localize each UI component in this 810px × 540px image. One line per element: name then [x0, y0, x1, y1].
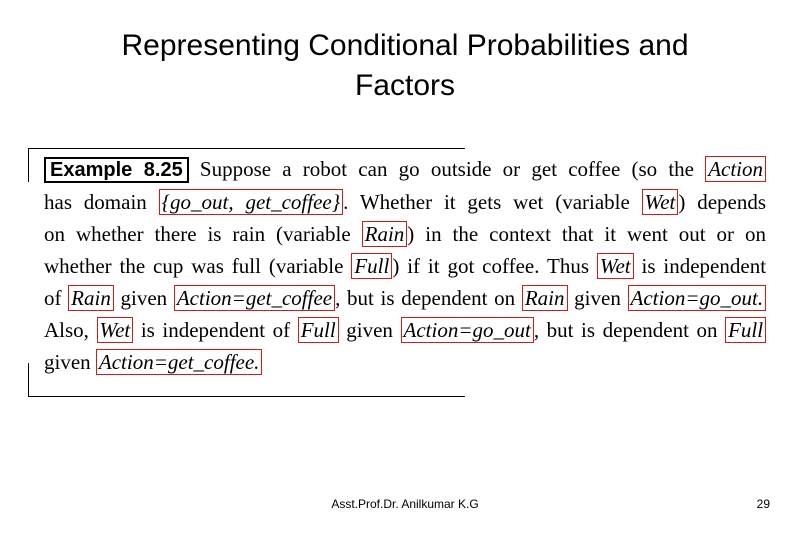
- assignment-action-go-out: Action=go_out: [401, 317, 534, 343]
- example-line-3: on whether there is rain (variable Rain ) in the context that it went out or on: [44, 222, 766, 246]
- var-wet: Wet: [642, 189, 679, 215]
- var-full: Full: [725, 317, 766, 343]
- example-line-1: Example 8.25 Suppose a robot can go outside or get coffee (so the Action: [44, 157, 766, 182]
- var-full: Full: [298, 317, 339, 343]
- excerpt-left-rule-top: [28, 148, 29, 182]
- page-number: 29: [756, 497, 770, 511]
- example-line-6: Also, Wet is independent of Full given Action=go_out , but is dependent on Full: [44, 318, 766, 342]
- example-line-7: given Action=get_coffee.: [44, 350, 766, 374]
- excerpt-bottom-rule: [28, 396, 465, 397]
- footer-author: Asst.Prof.Dr. Anilkumar K.G: [331, 497, 479, 511]
- example-line-4: whether the cup was full (variable Full ) if it got coffee. Thus Wet is independent: [44, 254, 767, 278]
- example-line-2: has domain {go_out, get_coffee} . Whether it gets wet (variable Wet ) depends: [44, 190, 767, 214]
- slide-title-line2: Factors: [354, 69, 456, 102]
- var-rain: Rain: [522, 285, 568, 311]
- var-rain: Rain: [68, 285, 114, 311]
- assignment-action-get-coffee: Action=get_coffee: [174, 285, 335, 311]
- var-wet: Wet: [97, 317, 134, 343]
- var-rain: Rain: [362, 221, 408, 247]
- example-line-5: of Rain given Action=get_coffee , but is dependent on Rain given Action=go_out.: [44, 286, 766, 310]
- excerpt-left-rule-bottom: [28, 363, 29, 397]
- var-full: Full: [351, 253, 392, 279]
- assignment-action-get-coffee: Action=get_coffee.: [96, 349, 263, 375]
- assignment-action-go-out: Action=go_out.: [628, 285, 767, 311]
- excerpt-top-rule: [28, 148, 465, 149]
- example-label: Example 8.25: [44, 157, 189, 183]
- var-action: Action: [705, 156, 766, 182]
- slide-title-line1: Representing Conditional Probabilities and: [121, 29, 689, 62]
- domain-set: {go_out, get_coffee}: [159, 189, 344, 215]
- var-wet: Wet: [597, 253, 634, 279]
- slide-title: [0, 26, 810, 106]
